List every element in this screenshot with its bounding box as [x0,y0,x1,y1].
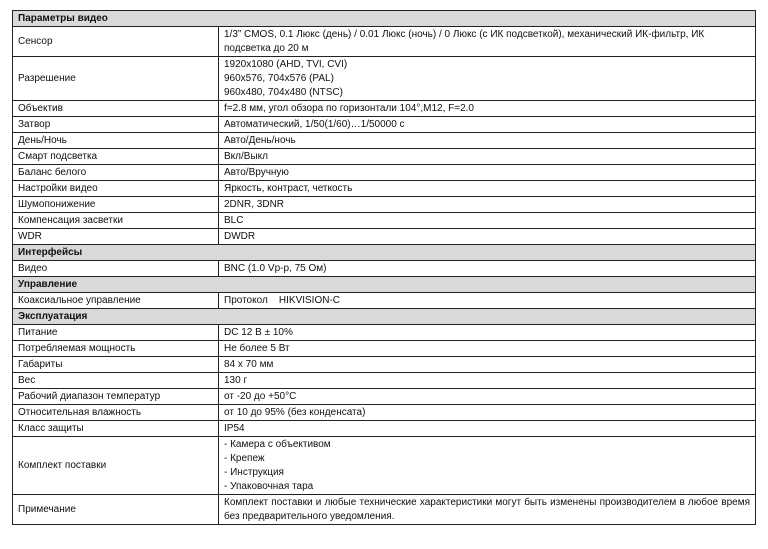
param-name: Коаксиальное управление [13,293,219,309]
param-name: Вес [13,373,219,389]
param-value [219,57,756,101]
section-header-operation [13,309,756,325]
table-row [13,57,756,101]
param-value: 130 г [219,373,756,389]
param-name: Габариты [13,357,219,373]
param-value: 1/3” CMOS, 0.1 Люкс (день) / 0.01 Люкс (ночь) / 0 Люкс (с ИК подсветкой), механический ИК-фильтр, ИК подсветка до 20 м [219,27,756,57]
param-name: Питание [13,325,219,341]
param-value-line: - Упаковочная тара [224,481,314,492]
section-title: Интерфейсы [13,245,756,261]
param-value: Не более 5 Вт [219,341,756,357]
table-row [13,197,756,213]
table-row [13,357,756,373]
param-name: Рабочий диапазон температур [13,389,219,405]
section-header-control [13,277,756,293]
param-name: День/Ночь [13,133,219,149]
param-value: Комплект поставки и любые технические характеристики могут быть изменены производителем в любое время без предварительного уведомления. [219,495,756,525]
param-value: Яркость, контраст, четкость [219,181,756,197]
table-row [13,149,756,165]
param-value-line: 1920x1080 (AHD, TVI, CVI) [224,59,348,70]
param-name: Настройки видео [13,181,219,197]
param-name: Комплект поставки [13,437,219,495]
param-value: DWDR [219,229,756,245]
param-value-line: 960x480, 704x480 (NTSC) [224,87,343,98]
param-name: Объектив [13,101,219,117]
param-value: f=2.8 мм, угол обзора по горизонтали 104°,M12, F=2.0 [219,101,756,117]
table-row [13,293,756,309]
param-name: Видео [13,261,219,277]
param-name: Баланс белого [13,165,219,181]
section-title: Управление [13,277,756,293]
table-row [13,437,756,495]
param-value: от -20 до +50°C [219,389,756,405]
table-row [13,213,756,229]
param-name: Примечание [13,495,219,525]
table-row [13,325,756,341]
param-name: Затвор [13,117,219,133]
table-row [13,389,756,405]
table-row [13,373,756,389]
param-value: IP54 [219,421,756,437]
table-row [13,405,756,421]
param-value [219,437,756,495]
table-row [13,341,756,357]
param-value-line: - Крепеж [224,453,265,464]
param-value: Вкл/Выкл [219,149,756,165]
table-row [13,495,756,525]
param-value: BNC (1.0 Vp-p, 75 Ом) [219,261,756,277]
section-title: Параметры видео [13,11,756,27]
table-row [13,117,756,133]
param-name: Относительная влажность [13,405,219,421]
table-row [13,229,756,245]
param-name: Класс защиты [13,421,219,437]
param-name: Сенсор [13,27,219,57]
param-value: Автоматический, 1/50(1/60)…1/50000 с [219,117,756,133]
table-row [13,181,756,197]
table-row [13,261,756,277]
section-header-interfaces [13,245,756,261]
table-row [13,133,756,149]
param-value: от 10 до 95% (без конденсата) [219,405,756,421]
param-name: WDR [13,229,219,245]
param-value-line: - Инструкция [224,467,284,478]
table-row [13,421,756,437]
param-value: 2DNR, 3DNR [219,197,756,213]
param-name: Разрешение [13,57,219,101]
param-value: 84 х 70 мм [219,357,756,373]
section-title: Эксплуатация [13,309,756,325]
param-value: Авто/Вручную [219,165,756,181]
param-value: Протокол HIKVISION-C [219,293,756,309]
param-value-line: 960x576, 704x576 (PAL) [224,73,334,84]
param-value: DC 12 В ± 10% [219,325,756,341]
param-name: Шумопонижение [13,197,219,213]
param-value: Авто/День/ночь [219,133,756,149]
param-value-line: - Камера с объективом [224,439,331,450]
param-name: Компенсация засветки [13,213,219,229]
param-value: BLC [219,213,756,229]
param-name: Смарт подсветка [13,149,219,165]
spec-table [12,10,756,525]
section-header-video [13,11,756,27]
table-row [13,165,756,181]
table-row [13,27,756,57]
param-name: Потребляемая мощность [13,341,219,357]
table-row [13,101,756,117]
